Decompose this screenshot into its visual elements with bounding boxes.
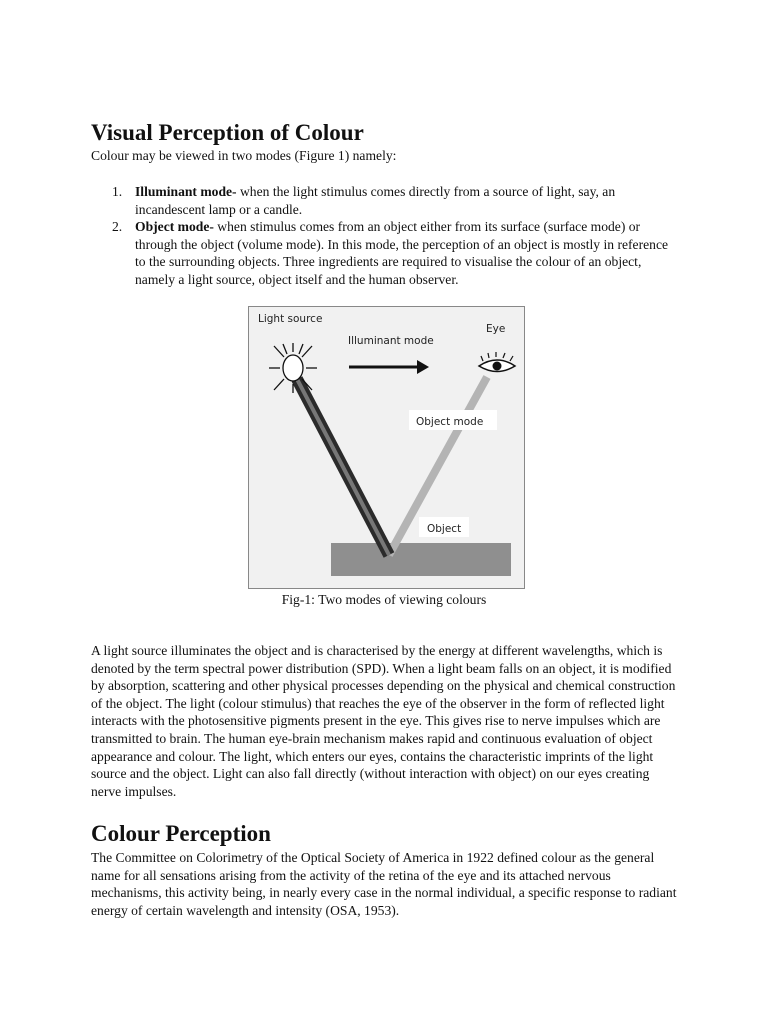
list-item: [91, 218, 681, 288]
incident-beam-highlight: [297, 379, 389, 555]
list-number: 2.: [112, 219, 123, 235]
object-mode-label: Object mode: [416, 416, 484, 428]
illuminant-mode-label: Illuminant mode: [348, 335, 434, 347]
object-slab: [331, 543, 511, 576]
modes-list: [91, 183, 681, 289]
body-paragraph: A light source illuminates the object and is characterised by the energy at different wavelengths, which is denoted by the term spectral power distribution (SPD). When a light beam falls on an object, it is modified by absorption, scattering and other physical processes depending on the physical and chemical construction of the object. The light (colour stimulus) that reaches the eye of the observer in the form of reflected light interacts with the photosensitive pigments present in the eye. This gives rise to nerve impulses which are transmitted to brain. The human eye-brain mechanism makes rapid and continuous evaluation of object appearance and colour. The light, which enters our eyes, contains the characteristic imprints of the light source and the object. Light can also fall directly (without interaction with object) on our eyes creating nerve impulses.: [91, 643, 676, 799]
list-term: Object mode-: [135, 219, 214, 235]
section-heading: Colour Perception: [91, 821, 271, 846]
eye-icon: [479, 352, 515, 372]
figure-caption: Fig-1: Two modes of viewing colours: [281, 592, 487, 607]
list-term: Illuminant mode-: [135, 184, 237, 199]
list-text: when stimulus comes from an object either from its surface (surface mode) or through the object (volume mode). In this mode, the perception of an object is mostly in reference to the surrounding objects. Three ingredients are required to visualise the colour of an object, namely a light source, object itself and the human observer.: [135, 219, 669, 287]
intro-paragraph: Colour may be viewed in two modes (Figure 1) namely:: [91, 148, 397, 163]
section-heading: Visual Perception of Colour: [91, 120, 364, 145]
list-text: when the light stimulus comes directly from a source of light, say, an incandescent lamp or a candle.: [135, 184, 616, 217]
eye-label: Eye: [486, 323, 506, 335]
body-paragraph: The Committee on Colorimetry of the Optical Society of America in 1922 defined colour as the general name for all sensations arising from the activity of the retina of the eye and its attached nervous mechanisms, this activity being, in nearly every case in the normal individual, a specific response to radiant energy of certain wavelength and intensity (OSA, 1953).: [91, 850, 677, 918]
list-number: 1.: [112, 184, 123, 199]
figure-svg: [249, 307, 524, 588]
light-source-label: Light source: [258, 313, 323, 325]
figure-diagram: [248, 306, 525, 589]
arrow-right-icon: [349, 360, 429, 374]
list-item: [91, 183, 681, 218]
sun-icon: [269, 343, 317, 393]
object-label: Object: [427, 523, 462, 535]
